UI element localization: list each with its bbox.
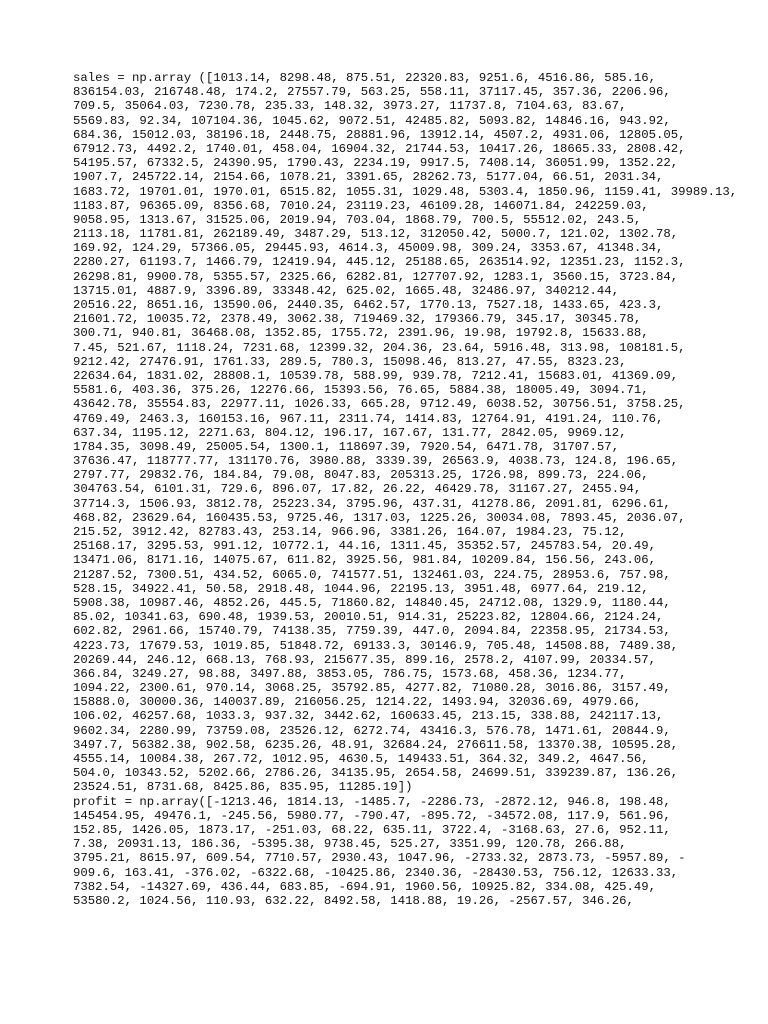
code-line: 13471.06, 8171.16, 14075.67, 611.82, 3925.56, 981.84, 10209.84, 156.56, 243.06, <box>73 553 656 568</box>
code-line: 26298.81, 9900.78, 5355.57, 2325.66, 6282.81, 127707.92, 1283.1, 3560.15, 3723.84, <box>73 269 679 284</box>
code-line: 152.85, 1426.05, 1873.17, -251.03, 68.22, 635.11, 3722.4, -3168.63, 27.6, 952.11, <box>73 822 671 837</box>
code-line: 528.15, 34922.41, 50.58, 2918.48, 1044.96, 22195.13, 3951.48, 6977.64, 219.12, <box>73 581 649 596</box>
code-line: 25168.17, 3295.53, 991.12, 10772.1, 44.16, 1311.45, 35352.57, 245783.54, 20.49, <box>73 539 656 554</box>
code-line: 20269.44, 246.12, 668.13, 768.93, 215677.35, 899.16, 2578.2, 4107.99, 20334.57, <box>73 652 656 667</box>
code-line: 637.34, 1195.12, 2271.63, 804.12, 196.17, 167.67, 131.77, 2842.05, 9969.12, <box>73 425 627 440</box>
code-line: 215.52, 3912.42, 82783.43, 253.14, 966.96, 3381.26, 164.07, 1984.23, 75.12, <box>73 525 627 539</box>
code-line: profit = np.array([-1213.46, 1814.13, -1485.7, -2286.73, -2872.12, 946.8, 198.48, <box>73 794 671 809</box>
code-line: 43642.78, 35554.83, 22977.11, 1026.33, 665.28, 9712.49, 6038.52, 30756.51, 3758.25, <box>73 397 686 412</box>
code-line: 67912.73, 4492.2, 1740.01, 458.04, 16904.32, 21744.53, 10417.26, 18665.33, 2808.42, <box>73 141 686 156</box>
code-line: 1907.7, 245722.14, 2154.66, 1078.21, 3391.65, 28262.73, 5177.04, 66.51, 2031.34, <box>73 170 664 185</box>
code-line: 836154.03, 216748.48, 174.2, 27557.79, 563.25, 558.11, 37117.45, 357.36, 2206.96, <box>73 85 671 100</box>
code-line: 5908.38, 10987.46, 4852.26, 445.5, 71860.82, 14840.45, 24712.08, 1329.9, 1180.44, <box>73 595 671 610</box>
code-line: 9212.42, 27476.91, 1761.33, 289.5, 780.3, 15098.46, 813.27, 47.55, 8323.23, <box>73 354 627 369</box>
code-line: 13715.01, 4887.9, 3396.89, 33348.42, 625.02, 1665.48, 32486.97, 340212.44, <box>73 283 620 298</box>
code-line: 21601.72, 10035.72, 2378.49, 3062.38, 719469.32, 179366.79, 345.17, 30345.78, <box>73 312 642 327</box>
code-line: 2113.18, 11781.81, 262189.49, 3487.29, 513.12, 312050.42, 5000.7, 121.02, 1302.78, <box>73 227 679 242</box>
code-line: 4769.49, 2463.3, 160153.16, 967.11, 2311.74, 1414.83, 12764.91, 4191.24, 110.76, <box>73 411 664 426</box>
code-line: 5569.83, 92.34, 107104.36, 1045.62, 9072.51, 42485.82, 5093.82, 14846.16, 943.92, <box>73 113 671 128</box>
code-line: 3497.7, 56382.38, 902.58, 6235.26, 48.91, 32684.24, 276611.58, 13370.38, 10595.28, <box>73 737 679 752</box>
code-line: 37636.47, 118777.77, 131170.76, 3980.88, 3339.39, 26563.9, 4038.73, 124.8, 196.65, <box>73 454 679 469</box>
code-line: 7.45, 521.67, 1118.24, 7231.68, 12399.32, 204.36, 23.64, 5916.48, 313.98, 108181.5, <box>73 340 686 355</box>
code-line: 7382.54, -14327.69, 436.44, 683.85, -694.91, 1960.56, 10925.82, 334.08, 425.49, <box>73 879 656 894</box>
code-line: 468.82, 23629.64, 160435.53, 9725.46, 1317.03, 1225.26, 30034.08, 7893.45, 2036.07, <box>73 510 686 525</box>
code-line: 85.02, 10341.63, 690.48, 1939.53, 20010.51, 914.31, 25223.82, 12804.66, 2124.24, <box>73 610 664 625</box>
code-line: 304763.54, 6101.31, 729.6, 896.07, 17.82, 26.22, 46429.78, 31167.27, 2455.94, <box>73 482 642 497</box>
code-line: 504.0, 10343.52, 5202.66, 2786.26, 34135.95, 2654.58, 24699.51, 339239.87, 136.26, <box>73 766 679 781</box>
code-line: 2280.27, 61193.7, 1466.79, 12419.94, 445.12, 25188.65, 263514.92, 12351.23, 1152.3, <box>73 255 686 270</box>
code-line: 20516.22, 8651.16, 13590.06, 2440.35, 6462.57, 1770.13, 7527.18, 1433.65, 423.3, <box>73 298 664 312</box>
code-line: 1094.22, 2300.61, 970.14, 3068.25, 35792.85, 4277.82, 71080.28, 3016.86, 3157.49, <box>73 681 671 696</box>
code-line: 9602.34, 2280.99, 73759.08, 23526.12, 6272.74, 43416.3, 576.78, 1471.61, 20844.9, <box>73 723 671 738</box>
code-line: 1183.87, 96365.09, 8356.68, 7010.24, 23119.23, 46109.28, 146071.84, 242259.03, <box>73 198 649 213</box>
code-line: 106.02, 46257.68, 1033.3, 937.32, 3442.62, 160633.45, 213.15, 338.88, 242117.13, <box>73 709 664 724</box>
code-line: 7.38, 20931.13, 186.36, -5395.38, 9738.45, 525.27, 3351.99, 120.78, 266.88, <box>73 837 627 852</box>
code-line: 15888.0, 30000.36, 140037.89, 216056.25, 1214.22, 1493.94, 32036.69, 4979.66, <box>73 695 642 710</box>
code-line: 23524.51, 8731.68, 8425.86, 835.95, 11285.19]) <box>73 780 413 795</box>
code-line: 145454.95, 49476.1, -245.56, 5980.77, -790.47, -895.72, -34572.08, 117.9, 561.96, <box>73 808 671 823</box>
code-line: 4223.73, 17679.53, 1019.85, 51848.72, 69133.3, 30146.9, 705.48, 14508.88, 7489.38, <box>73 638 679 653</box>
code-line: 22634.64, 1831.02, 28808.1, 10539.78, 588.99, 939.78, 7212.41, 15683.01, 41369.09, <box>73 368 679 383</box>
code-line: 3795.21, 8615.97, 609.54, 7710.57, 2930.43, 1047.96, -2733.32, 2873.73, -5957.89, - <box>73 851 686 866</box>
code-line: sales = np.array ([1013.14, 8298.48, 875.51, 22320.83, 9251.6, 4516.86, 585.16, <box>73 71 656 85</box>
code-listing <box>73 71 737 908</box>
code-line: 1784.35, 3098.49, 25005.54, 1300.1, 118697.39, 7920.54, 6471.78, 31707.57, <box>73 439 620 454</box>
code-line: 602.82, 2961.66, 15740.79, 74138.35, 7759.39, 447.0, 2094.84, 22358.95, 21734.53, <box>73 624 671 639</box>
code-line: 9058.95, 1313.67, 31525.06, 2019.94, 703.04, 1868.79, 700.5, 55512.02, 243.5, <box>73 212 642 227</box>
code-line: 53580.2, 1024.56, 110.93, 632.22, 8492.58, 1418.88, 19.26, -2567.57, 346.26, <box>73 893 634 908</box>
code-line: 366.84, 3249.27, 98.88, 3497.88, 3853.05, 786.75, 1573.68, 458.36, 1234.77, <box>73 666 627 681</box>
code-line: 169.92, 124.29, 57366.05, 29445.93, 4614.3, 45009.98, 309.24, 3353.67, 41348.34, <box>73 241 664 256</box>
code-line: 21287.52, 7300.51, 434.52, 6065.0, 741577.51, 132461.03, 224.75, 28953.6, 757.98, <box>73 567 671 582</box>
code-line: 300.71, 940.81, 36468.08, 1352.85, 1755.72, 2391.96, 19.98, 19792.8, 15633.88, <box>73 326 649 341</box>
code-line: 2797.77, 29832.76, 184.84, 79.08, 8047.83, 205313.25, 1726.98, 899.73, 224.06, <box>73 468 649 483</box>
code-line: 37714.3, 1506.93, 3812.78, 25223.34, 3795.96, 437.31, 41278.86, 2091.81, 6296.61, <box>73 496 671 511</box>
code-line: 684.36, 15012.03, 38196.18, 2448.75, 28881.96, 13912.14, 4507.2, 4931.06, 12805.05, <box>73 127 686 142</box>
code-line: 4555.14, 10084.38, 267.72, 1012.95, 4630.5, 149433.51, 364.32, 349.2, 4647.56, <box>73 752 649 766</box>
code-line: 709.5, 35064.03, 7230.78, 235.33, 148.32, 3973.27, 11737.8, 7104.63, 83.67, <box>73 99 627 114</box>
code-line: 5581.6, 403.36, 375.26, 12276.66, 15393.56, 76.65, 5884.38, 18005.49, 3094.71, <box>73 383 649 398</box>
code-line: 54195.57, 67332.5, 24390.95, 1790.43, 2234.19, 9917.5, 7408.14, 36051.99, 1352.22, <box>73 156 679 171</box>
code-line: 1683.72, 19701.01, 1970.01, 6515.82, 1055.31, 1029.48, 5303.4, 1850.96, 1159.41, 39989.13, <box>73 184 738 199</box>
code-line: 909.6, 163.41, -376.02, -6322.68, -10425.86, 2340.36, -28430.53, 756.12, 12633.33, <box>73 865 679 880</box>
